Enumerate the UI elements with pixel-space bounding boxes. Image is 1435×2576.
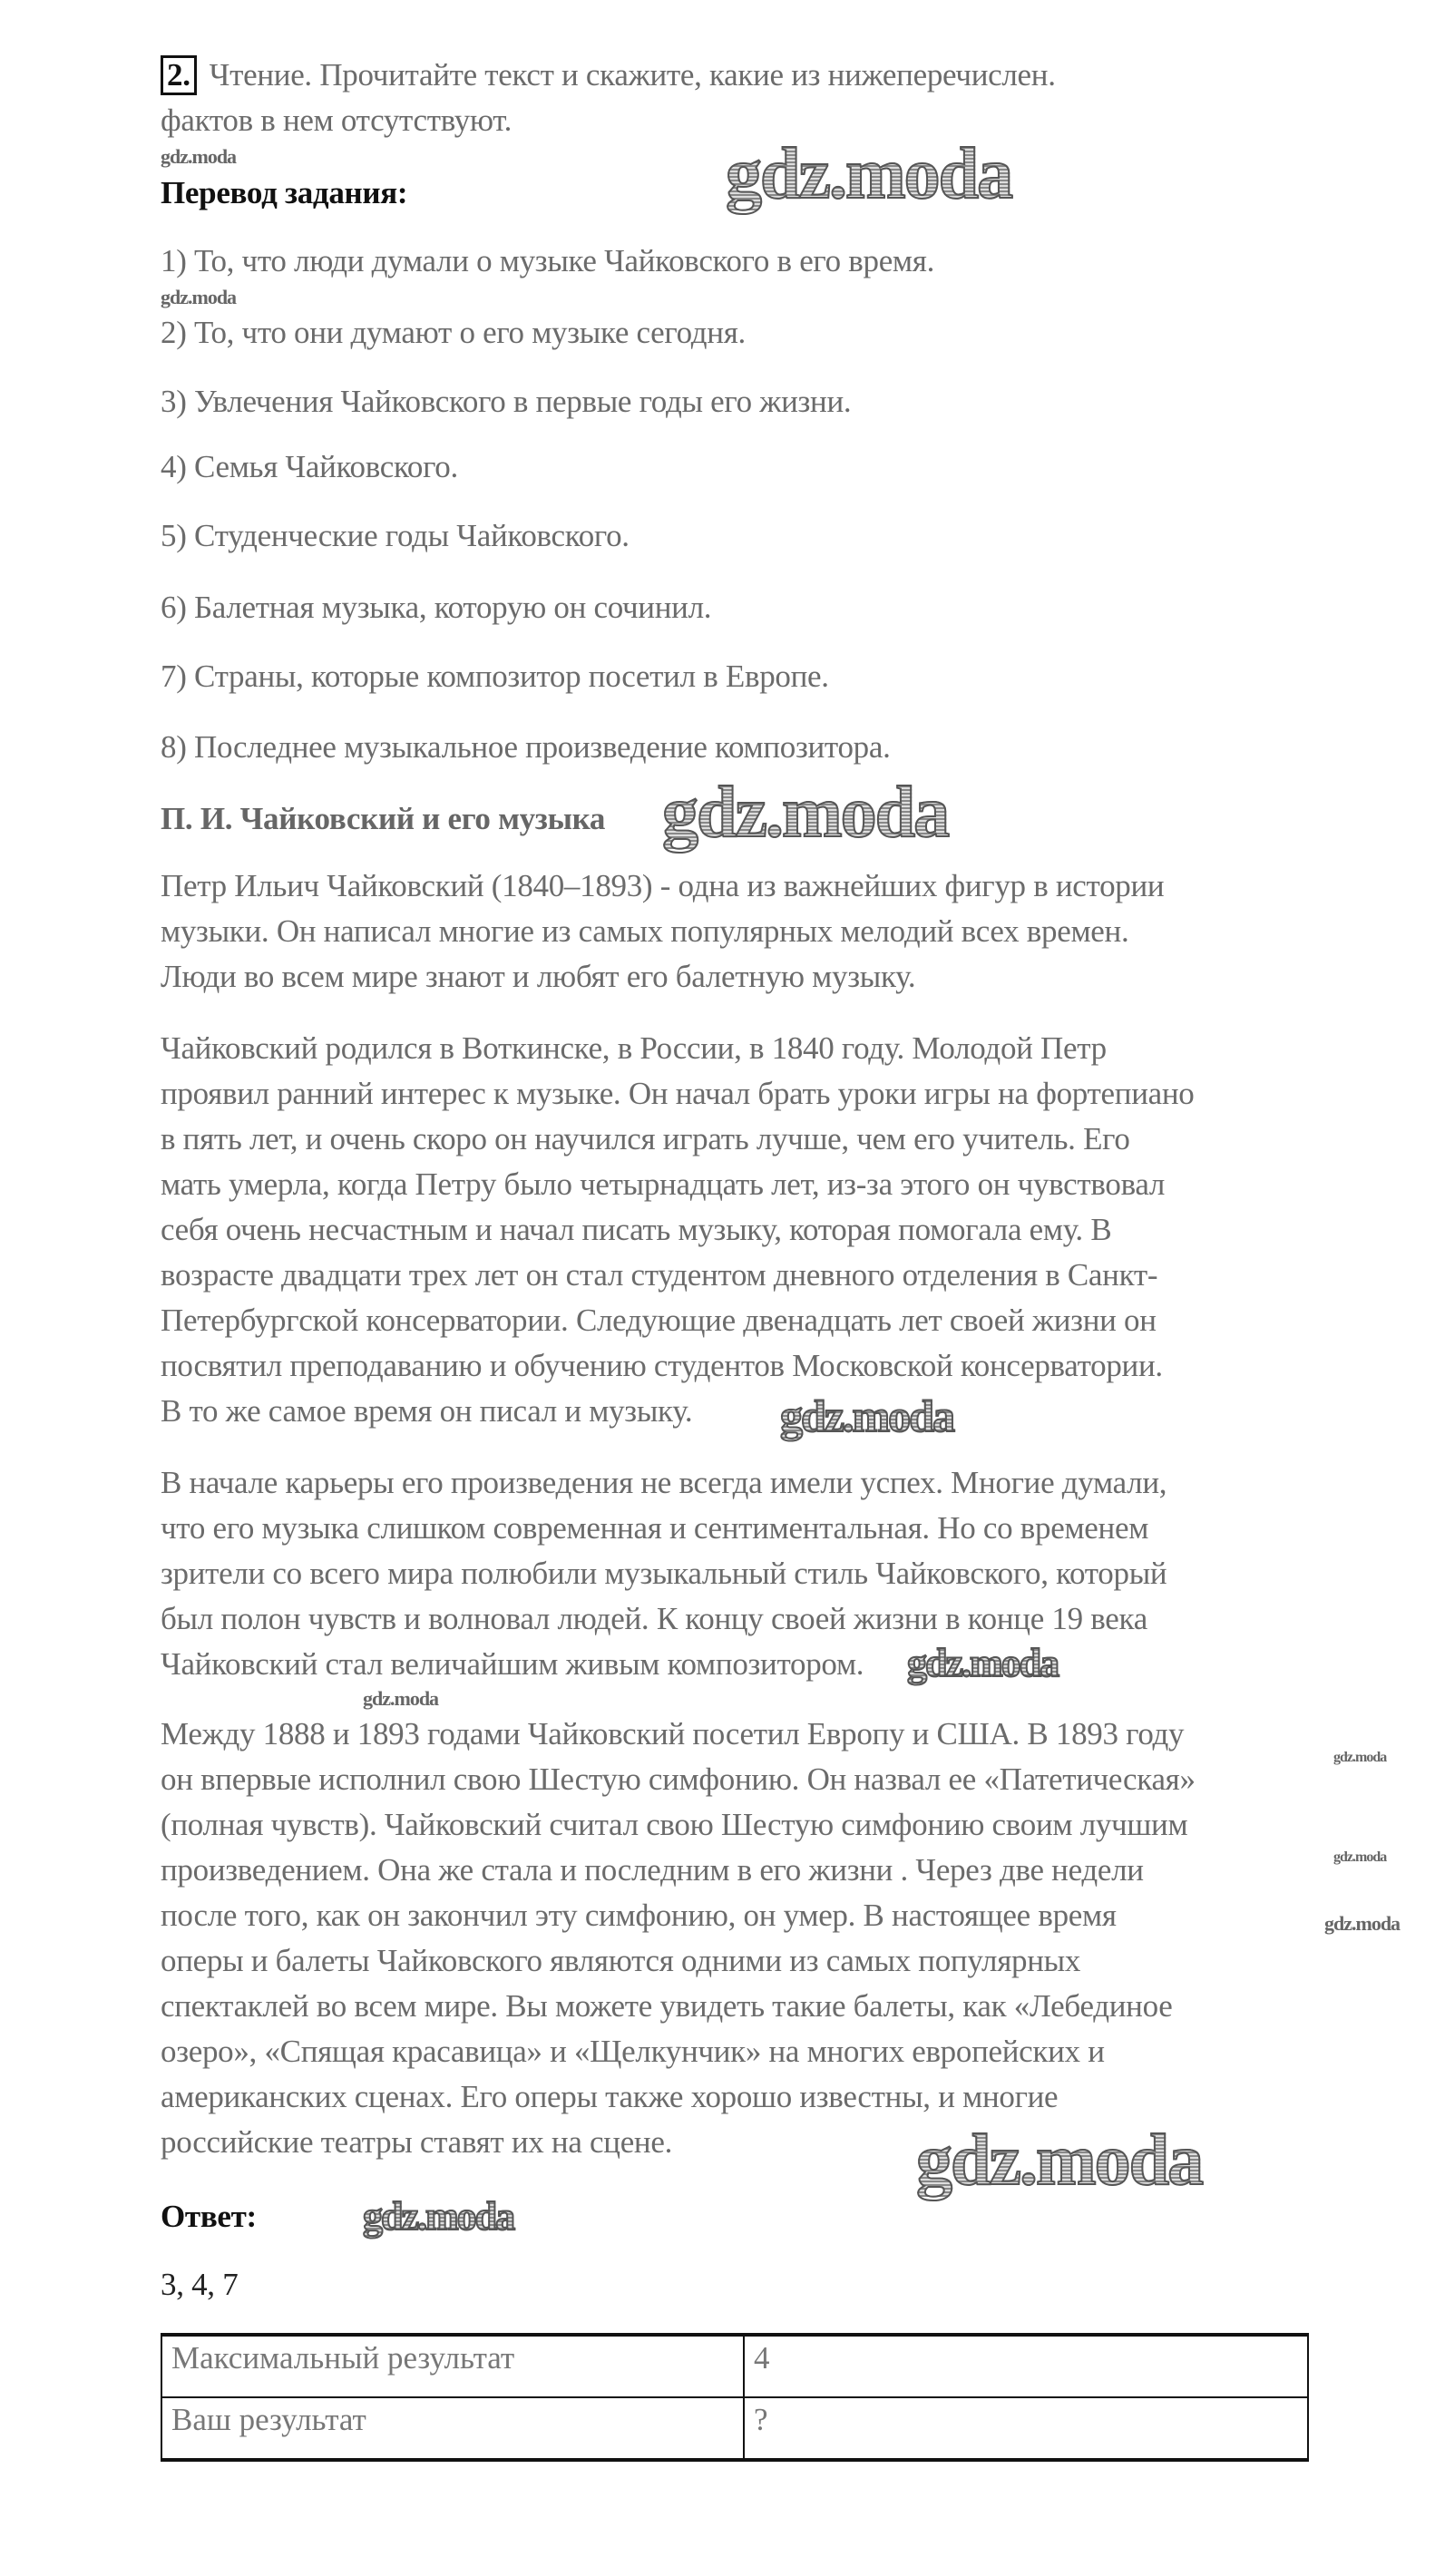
answer-heading: Ответ: bbox=[161, 2199, 257, 2234]
paragraph-line: после того, как он закончил эту симфонию, он умер. В настоящее время bbox=[161, 1898, 1117, 1933]
paragraph-line: (полная чувств). Чайковский считал свою Шестую симфонию своим лучшим bbox=[161, 1807, 1188, 1842]
paragraph-line: российские театры ставят их на сцене. bbox=[161, 2124, 673, 2160]
article-title: П. И. Чайковский и его музыка bbox=[161, 801, 606, 836]
paragraph-line: он впервые исполнил свою Шестую симфонию. Он назвал ее «Патетическая» bbox=[161, 1761, 1196, 1797]
translation-item: 7) Страны, которые композитор посетил в Европе. bbox=[161, 659, 829, 694]
paragraph-line: зрители со всего мира полюбили музыкальный стиль Чайковского, который bbox=[161, 1556, 1167, 1591]
table-cell-label: Максимальный результат bbox=[161, 2335, 744, 2397]
paragraph-line: возрасте двадцати трех лет он стал студентом дневного отделения в Санкт- bbox=[161, 1257, 1158, 1293]
watermark-small: gdz.moda bbox=[1333, 1849, 1387, 1865]
paragraph-line: Чайковский родился в Воткинске, в России, в 1840 году. Молодой Петр bbox=[161, 1030, 1107, 1066]
watermark-small: gdz.moda bbox=[1324, 1912, 1401, 1935]
paragraph-line: оперы и балеты Чайковского являются одними из самых популярных bbox=[161, 1943, 1081, 1978]
translation-item: 2) То, что они думают о его музыке сегодня. bbox=[161, 315, 746, 350]
article-paragraph bbox=[161, 864, 1164, 1000]
article-paragraph bbox=[161, 1712, 1196, 2165]
table-row bbox=[161, 2397, 1308, 2460]
paragraph-line: в пять лет, и очень скоро он научился играть лучше, чем его учитель. Его bbox=[161, 1121, 1130, 1156]
paragraph-line: Между 1888 и 1893 годами Чайковский посетил Европу и США. В 1893 году bbox=[161, 1716, 1185, 1751]
paragraph-line: что его музыка слишком современная и сентиментальная. Но со временем bbox=[161, 1510, 1149, 1546]
paragraph-line: проявил ранний интерес к музыке. Он начал брать уроки игры на фортепиано bbox=[161, 1076, 1195, 1111]
paragraph-line: посвятил преподаванию и обучению студентов Московской консерватории. bbox=[161, 1348, 1163, 1383]
paragraph-line: Люди во всем мире знают и любят его балетную музыку. bbox=[161, 959, 916, 994]
paragraph-line: В начале карьеры его произведения не всегда имели успех. Многие думали, bbox=[161, 1465, 1167, 1500]
watermark-small: gdz.moda bbox=[363, 1687, 439, 1710]
paragraph-line: Петр Ильич Чайковский (1840–1893) - одна из важнейших фигур в истории bbox=[161, 868, 1165, 903]
translation-heading: Перевод задания: bbox=[161, 175, 408, 210]
table-cell-value: 4 bbox=[744, 2335, 1308, 2397]
paragraph-line: мать умерла, когда Петру было четырнадцать лет, из-за этого он чувствовал bbox=[161, 1166, 1166, 1202]
table-cell-value: ? bbox=[744, 2397, 1308, 2460]
paragraph-line: Петербургской консерватории. Следующие двенадцать лет своей жизни он bbox=[161, 1303, 1157, 1338]
paragraph-line: озеро», «Спящая красавица» и «Щелкунчик» на многих европейских и bbox=[161, 2034, 1105, 2069]
table-cell-label: Ваш результат bbox=[161, 2397, 744, 2460]
watermark-large: gdz.moda bbox=[662, 773, 949, 853]
translation-item: 6) Балетная музыка, которую он сочинил. bbox=[161, 590, 712, 625]
translation-item: 1) То, что люди думали о музыке Чайковского в его время. bbox=[161, 243, 935, 278]
table-row bbox=[161, 2335, 1308, 2397]
translation-item: 4) Семья Чайковского. bbox=[161, 449, 458, 484]
paragraph-line: американских сценах. Его оперы также хорошо известны, и многие bbox=[161, 2079, 1059, 2114]
paragraph-line: музыки. Он написал многие из самых популярных мелодий всех времен. bbox=[161, 913, 1129, 949]
watermark-large: gdz.moda bbox=[916, 2121, 1203, 2200]
paragraph-line: себя очень несчастным и начал писать музыку, которая помогала ему. В bbox=[161, 1212, 1112, 1247]
translation-item: 8) Последнее музыкальное произведение композитора. bbox=[161, 729, 891, 765]
watermark-large: gdz.moda bbox=[726, 134, 1012, 214]
watermark-medium: gdz.moda bbox=[907, 1641, 1059, 1685]
paragraph-line: спектаклей во всем мире. Вы можете увидеть такие балеты, как «Лебединое bbox=[161, 1988, 1173, 2024]
task-prompt bbox=[161, 53, 1056, 98]
article-paragraph bbox=[161, 1026, 1195, 1434]
task-number: 2. bbox=[161, 55, 197, 95]
task-line-2: фактов в нем отсутствуют. bbox=[161, 102, 512, 138]
watermark-small: gdz.moda bbox=[1333, 1750, 1387, 1765]
answer-value: 3, 4, 7 bbox=[161, 2267, 239, 2302]
paragraph-line: В то же самое время он писал и музыку. bbox=[161, 1393, 693, 1429]
watermark-small: gdz.moda bbox=[161, 145, 237, 168]
task-line-1: Чтение. Прочитайте текст и скажите, какие из нижеперечислен. bbox=[209, 57, 1056, 93]
translation-item: 5) Студенческие годы Чайковского. bbox=[161, 518, 630, 553]
watermark-small: gdz.moda bbox=[161, 286, 237, 308]
watermark-medium: gdz.moda bbox=[780, 1390, 953, 1441]
paragraph-line: произведением. Она же стала и последним в его жизни . Через две недели bbox=[161, 1852, 1144, 1888]
watermark-medium: gdz.moda bbox=[363, 2194, 514, 2239]
translation-item: 3) Увлечения Чайковского в первые годы его жизни. bbox=[161, 384, 852, 419]
paragraph-line: был полон чувств и волновал людей. К концу своей жизни в конце 19 века bbox=[161, 1601, 1147, 1636]
results-table bbox=[161, 2333, 1309, 2462]
paragraph-line: Чайковский стал величайшим живым композитором. bbox=[161, 1646, 864, 1682]
